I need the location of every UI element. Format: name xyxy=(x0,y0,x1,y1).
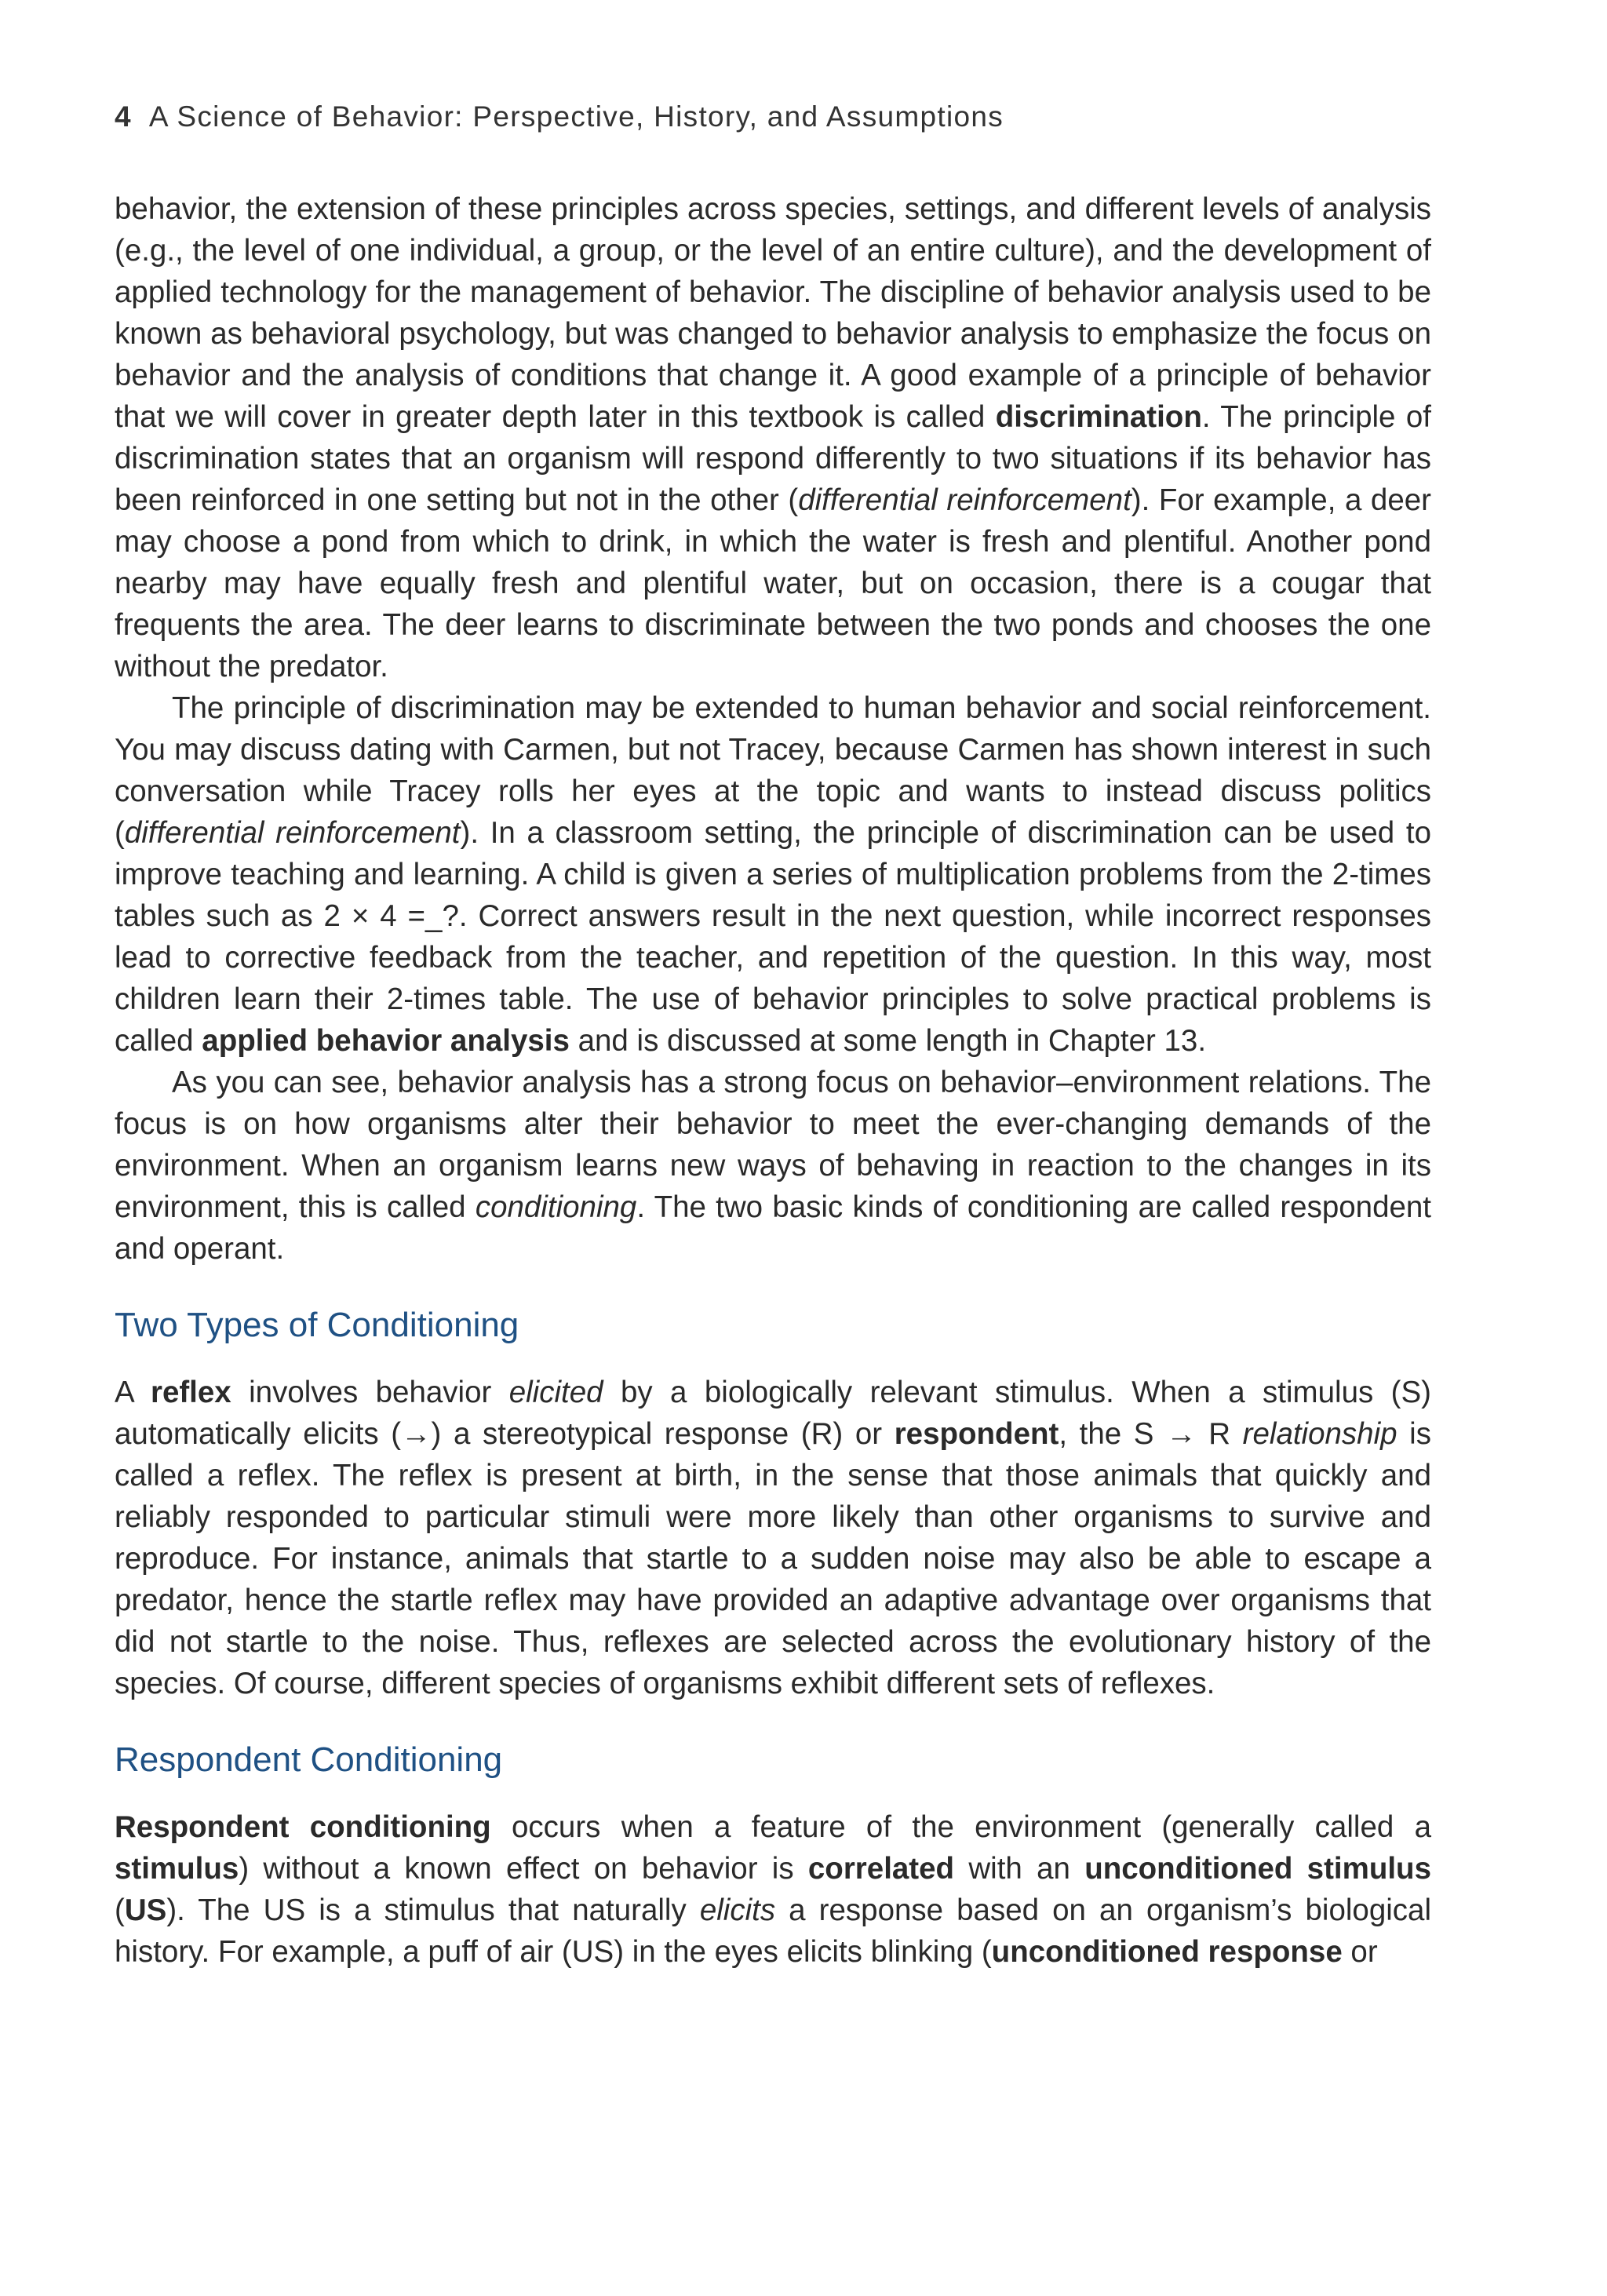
text-run: As you can see, behavior analysis has a strong focus on behavior–environment relations. The focus is on how organisms alter their behavior to meet the ever-changing demands of the environment. When an organism learns new ways of behaving in reaction to the changes in its environment, this is called xyxy=(115,1066,1431,1224)
paragraph xyxy=(115,687,1431,1062)
text-run: . The two basic kinds of conditioning are called respondent and operant. xyxy=(115,1190,1432,1266)
bold-term: correlated xyxy=(807,1852,955,1886)
text-run: ). For example, a deer may choose a pond from which to drink, in which the water is fresh and plentiful. Another pond nearby may have equally fresh and plentiful water, but on occasion, there is a cougar that frequents the area. The deer learns to discriminate between the two ponds and chooses the one without the predator. xyxy=(115,483,1431,683)
italic-term: elicited xyxy=(508,1376,603,1409)
text-run: and is discussed at some length in Chapter 13. xyxy=(569,1024,1207,1058)
bold-term: US xyxy=(124,1893,167,1927)
running-title: A Science of Behavior: Perspective, History, and Assumptions xyxy=(148,100,1004,133)
text-run: occurs when a feature of the environment (generally called a xyxy=(490,1810,1431,1844)
text-run: involves behavior xyxy=(231,1376,509,1409)
text-run: ). The US is a stimulus that naturally xyxy=(166,1893,700,1927)
text-run: ) without a known effect on behavior is xyxy=(239,1852,808,1886)
bold-term: discrimination xyxy=(995,400,1202,434)
italic-term: differential reinforcement xyxy=(124,816,461,850)
text-run: with an xyxy=(954,1852,1085,1886)
paragraph xyxy=(115,1806,1431,1973)
page-number: 4 xyxy=(115,100,132,133)
bold-term: applied behavior analysis xyxy=(202,1024,570,1058)
bold-term: respondent xyxy=(894,1417,1059,1451)
text-run: a response based on an organism’s biological history. For example, a puff of air (US) in the eyes elicits blinking ( xyxy=(115,1893,1432,1969)
italic-term: elicits xyxy=(699,1893,776,1927)
bold-term: Respondent conditioning xyxy=(115,1810,491,1844)
text-run: behavior, the extension of these principles across species, settings, and different levels of analysis (e.g., the level of one individual, a group, or the level of an entire culture), and the development of applied technology for the management of behavior. The discipline of behavior analysis used to be known as behavioral psychology, but was changed to behavior analysis to emphasize the focus on behavior and the analysis of conditions that change it. A good example of a principle of behavior that we will cover in greater depth later in this textbook is called xyxy=(115,192,1431,434)
text-run: . The principle of discrimination states that an organism will respond differently to two situations if its behavior has been reinforced in one setting but not in the other ( xyxy=(115,400,1431,517)
paragraph xyxy=(115,188,1431,687)
section-heading: Two Types of Conditioning xyxy=(115,1306,519,1344)
text-run: by a biologically relevant stimulus. When a stimulus (S) automatically elicits (→) a stereotypical response (R) or xyxy=(115,1376,1431,1451)
text-run: The principle of discrimination may be extended to human behavior and social reinforcement. You may discuss dating with Carmen, but not Tracey, because Carmen has shown interest in such conversation while Tracey rolls her eyes at the topic and wants to instead discuss politics ( xyxy=(115,691,1431,850)
italic-term: relationship xyxy=(1242,1417,1397,1451)
italic-term: differential reinforcement xyxy=(798,483,1131,517)
text-run: A xyxy=(115,1376,151,1409)
text-run: ( xyxy=(115,1893,125,1927)
section-heading: Respondent Conditioning xyxy=(115,1740,503,1779)
text-run: ). In a classroom setting, the principle of discrimination can be used to improve teaching and learning. A child is given a series of multiplication problems from the 2-times tables such as 2 × 4 =_?. Correct answers result in the next question, while incorrect responses lead to corrective feedback from the teacher, and repetition of the question. In this way, most children learn their 2-times table. The use of behavior principles to solve practical problems is called xyxy=(115,816,1431,1058)
bold-term: stimulus xyxy=(115,1852,239,1886)
bold-term: unconditioned stimulus xyxy=(1084,1852,1431,1886)
body-text xyxy=(115,188,1431,1973)
text-run: or xyxy=(1342,1935,1378,1969)
bold-term: unconditioned response xyxy=(991,1935,1343,1969)
text-run: is called a reflex. The reflex is present at birth, in the sense that those animals that quickly and reliably responded to particular stimuli were more likely than other organisms to survive and reproduce. For instance, animals that startle to a sudden noise may also be able to escape a predator, hence the startle reflex may have provided an adaptive advantage over organisms that did not startle to the noise. Thus, reflexes are selected across the evolutionary history of the species. Of course, different species of organisms exhibit different sets of reflexes. xyxy=(115,1417,1431,1700)
paragraph xyxy=(115,1062,1431,1270)
bold-term: reflex xyxy=(150,1376,231,1409)
paragraph xyxy=(115,1372,1431,1704)
italic-term: conditioning xyxy=(475,1190,637,1224)
running-header xyxy=(115,100,1004,133)
text-run: , the S → R xyxy=(1059,1417,1243,1451)
